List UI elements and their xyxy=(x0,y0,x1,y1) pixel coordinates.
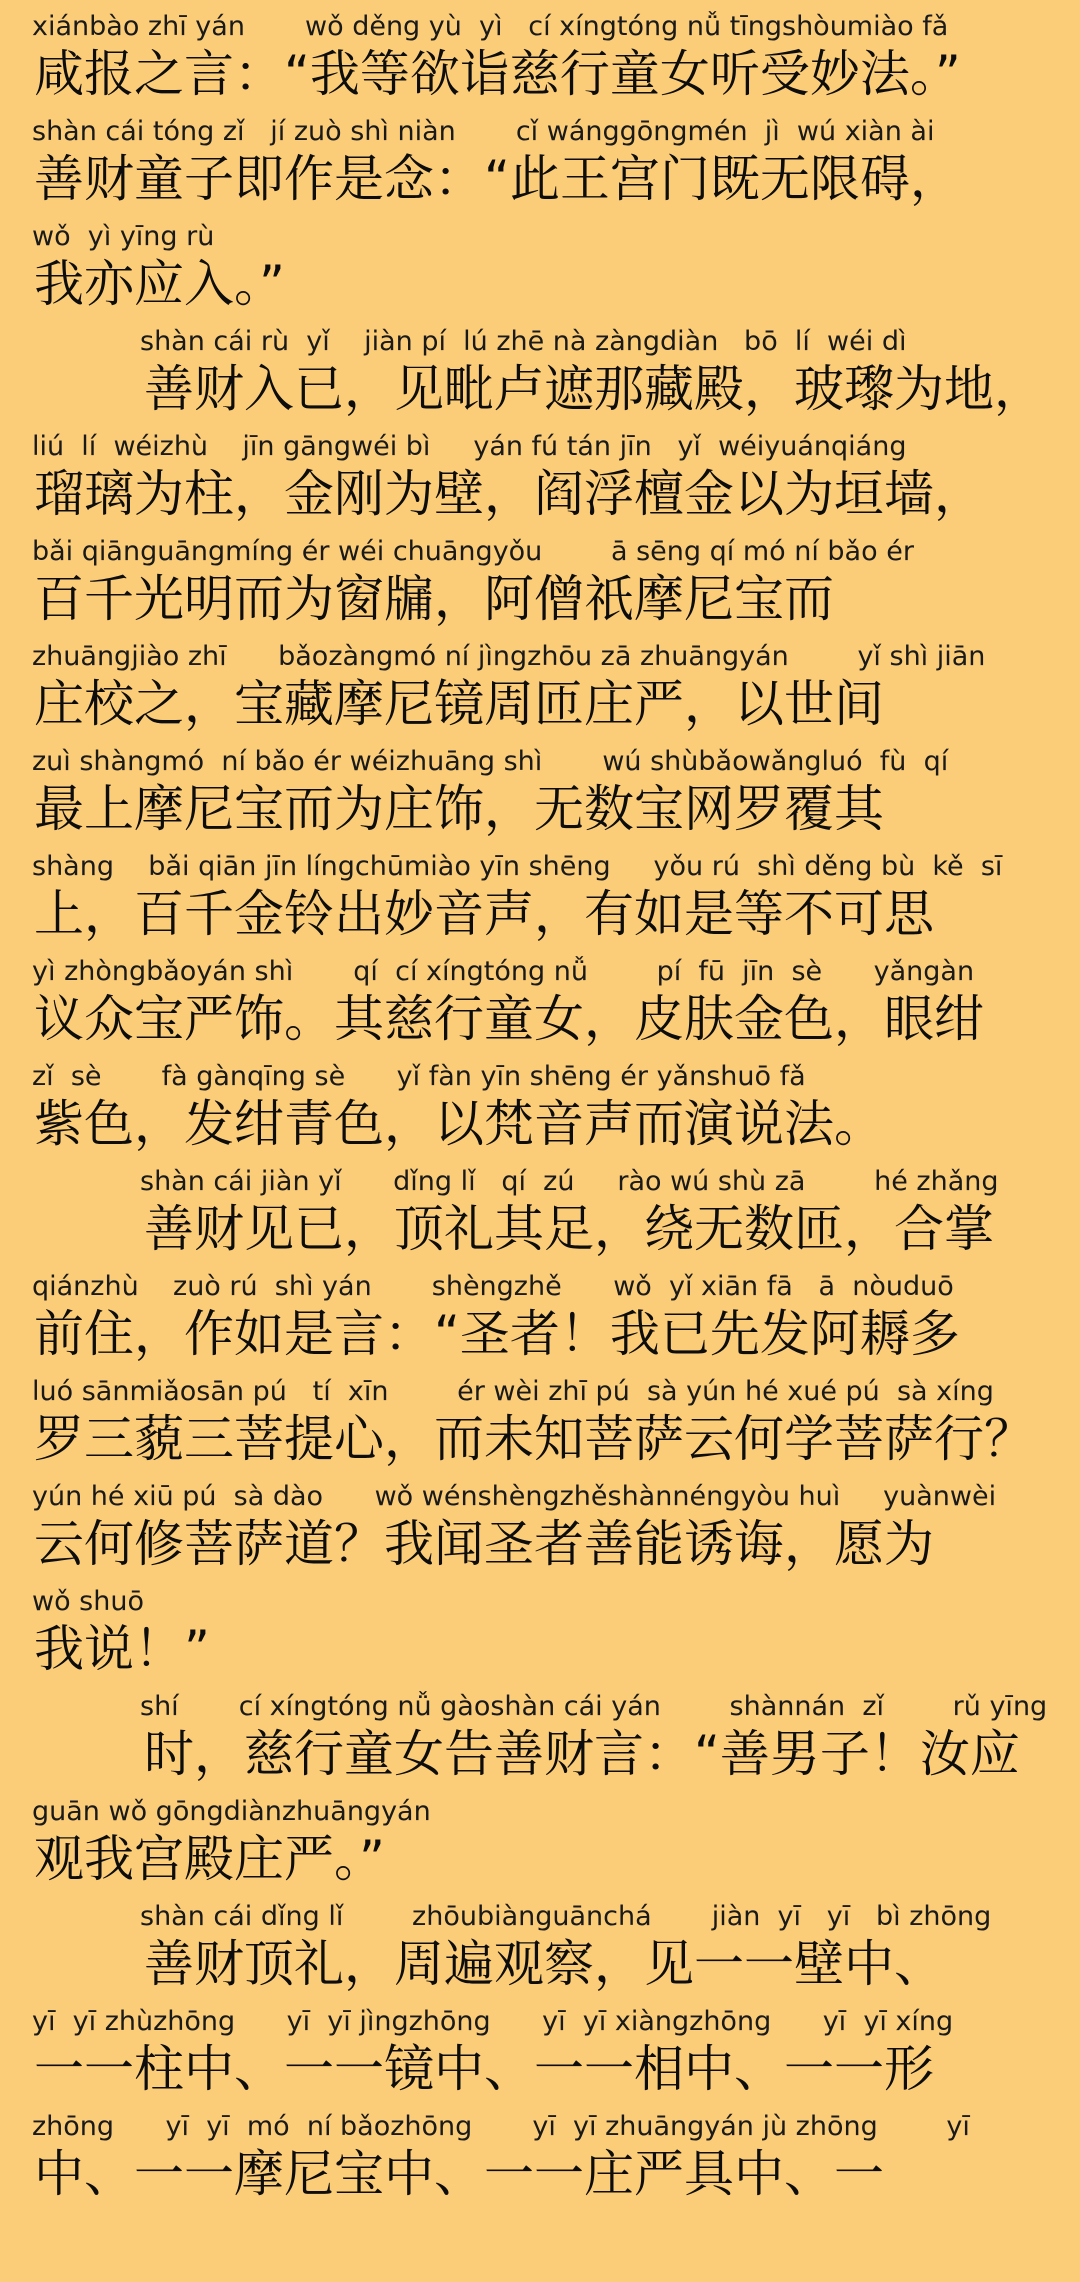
hanzi-line: 上，百千金铃出妙音声，有如是等不可思 xyxy=(34,885,934,943)
pinyin-line: wǒ shuō xyxy=(32,1586,144,1617)
pinyin-line: bǎi qiānguāngmíng ér wéi chuāngyǒu ā sēng qí mó ní bǎo ér xyxy=(32,536,914,567)
text-line-5 xyxy=(0,420,1080,525)
text-line-20 xyxy=(0,1995,1080,2100)
pinyin-line: luó sānmiǎosān pú tí xīn ér wèi zhī pú sà yún hé xué pú sà xíng xyxy=(32,1376,994,1407)
pinyin-line: shàn cái tóng zǐ jí zuò shì niàn cǐ wánggōngmén jì wú xiàn ài xyxy=(32,116,935,147)
text-line-19 xyxy=(0,1890,1080,1995)
pinyin-line: shàn cái rù yǐ jiàn pí lú zhē nà zàngdiàn bō lí wéi dì xyxy=(140,326,907,357)
pinyin-line: shàn cái dǐng lǐ zhōubiànguānchá jiàn yī yī bì zhōng xyxy=(140,1901,992,1932)
pinyin-line: shí cí xíngtóng nǚ gàoshàn cái yán shànnán zǐ rǔ yīng xyxy=(140,1691,1048,1722)
pinyin-line: shàng bǎi qiān jīn língchūmiào yīn shēng yǒu rú shì děng bù kě sī xyxy=(32,851,1003,882)
text-line-7 xyxy=(0,630,1080,735)
hanzi-line: 善财入已，见毗卢遮那藏殿，玻瓈为地， xyxy=(144,360,1044,418)
text-line-10 xyxy=(0,945,1080,1050)
pinyin-line: guān wǒ gōngdiànzhuāngyán xyxy=(32,1796,431,1827)
hanzi-line: 善财顶礼，周遍观察，见一一壁中、 xyxy=(144,1935,944,1993)
pinyin-line: zhōng yī yī mó ní bǎozhōng yī yī zhuāngyán jù zhōng yī xyxy=(32,2111,970,2142)
text-line-2 xyxy=(0,105,1080,210)
hanzi-line: 我说！” xyxy=(34,1620,210,1678)
pinyin-line: xiánbào zhī yán wǒ děng yù yì cí xíngtóng nǚ tīngshòumiào fǎ xyxy=(32,11,949,42)
pinyin-line: yún hé xiū pú sà dào wǒ wénshèngzhěshànnéngyòu huì yuànwèi xyxy=(32,1481,997,1512)
hanzi-line: 庄校之，宝藏摩尼镜周匝庄严，以世间 xyxy=(34,675,884,733)
hanzi-line: 我亦应入。” xyxy=(34,255,285,313)
hanzi-line: 时，慈行童女告善财言：“善男子！汝应 xyxy=(144,1725,1020,1783)
hanzi-line: 善财童子即作是念：“此王宫门既无限碍， xyxy=(34,150,960,208)
text-line-21 xyxy=(0,2100,1080,2205)
text-line-9 xyxy=(0,840,1080,945)
text-line-12 xyxy=(0,1155,1080,1260)
pinyin-line: qiánzhù zuò rú shì yán shèngzhě wǒ yǐ xiān fā ā nòuduō xyxy=(32,1271,954,1302)
pinyin-line: zuì shàngmó ní bǎo ér wéizhuāng shì wú shùbǎowǎngluó fù qí xyxy=(32,746,949,777)
text-line-4 xyxy=(0,315,1080,420)
text-line-15 xyxy=(0,1470,1080,1575)
pinyin-line: shàn cái jiàn yǐ dǐng lǐ qí zú rào wú shù zā hé zhǎng xyxy=(140,1166,999,1197)
hanzi-line: 中、一一摩尼宝中、一一庄严具中、一 xyxy=(34,2145,884,2203)
hanzi-line: 百千光明而为窗牖，阿僧祇摩尼宝而 xyxy=(34,570,834,628)
hanzi-line: 议众宝严饰。其慈行童女，皮肤金色，眼绀 xyxy=(34,990,984,1048)
text-line-3 xyxy=(0,210,1080,315)
text-line-17 xyxy=(0,1680,1080,1785)
text-line-8 xyxy=(0,735,1080,840)
hanzi-line: 云何修菩萨道？我闻圣者善能诱诲，愿为 xyxy=(34,1515,934,1573)
hanzi-line: 瑠璃为柱，金刚为壁，阎浮檀金以为垣墙， xyxy=(34,465,984,523)
hanzi-line: 咸报之言：“我等欲诣慈行童女听受妙法。” xyxy=(34,45,961,103)
pinyin-line: yī yī zhùzhōng yī yī jìngzhōng yī yī xiàngzhōng yī yī xíng xyxy=(32,2006,954,2037)
hanzi-line: 最上摩尼宝而为庄饰，无数宝网罗覆其 xyxy=(34,780,884,838)
text-line-14 xyxy=(0,1365,1080,1470)
text-line-11 xyxy=(0,1050,1080,1155)
hanzi-line: 紫色，发绀青色，以梵音声而演说法。 xyxy=(34,1095,884,1153)
text-line-16 xyxy=(0,1575,1080,1680)
text-line-1 xyxy=(0,0,1080,105)
hanzi-line: 观我宫殿庄严。” xyxy=(34,1830,385,1888)
hanzi-line: 前住，作如是言：“圣者！我已先发阿耨多 xyxy=(34,1305,960,1363)
text-line-13 xyxy=(0,1260,1080,1365)
text-line-18 xyxy=(0,1785,1080,1890)
text-line-6 xyxy=(0,525,1080,630)
hanzi-line: 一一柱中、一一镜中、一一相中、一一形 xyxy=(34,2040,934,2098)
hanzi-line: 罗三藐三菩提心，而未知菩萨云何学菩萨行？ xyxy=(34,1410,1034,1468)
pinyin-line: zǐ sè fà gànqīng sè yǐ fàn yīn shēng ér yǎnshuō fǎ xyxy=(32,1061,806,1092)
pinyin-line: yì zhòngbǎoyán shì qí cí xíngtóng nǚ pí fū jīn sè yǎngàn xyxy=(32,956,975,987)
hanzi-line: 善财见已，顶礼其足，绕无数匝，合掌 xyxy=(144,1200,994,1258)
pinyin-line: wǒ yì yīng rù xyxy=(32,221,215,252)
pinyin-line: zhuāngjiào zhī bǎozàngmó ní jìngzhōu zā zhuāngyán yǐ shì jiān xyxy=(32,641,986,672)
pinyin-line: liú lí wéizhù jīn gāngwéi bì yán fú tán jīn yǐ wéiyuánqiáng xyxy=(32,431,907,462)
